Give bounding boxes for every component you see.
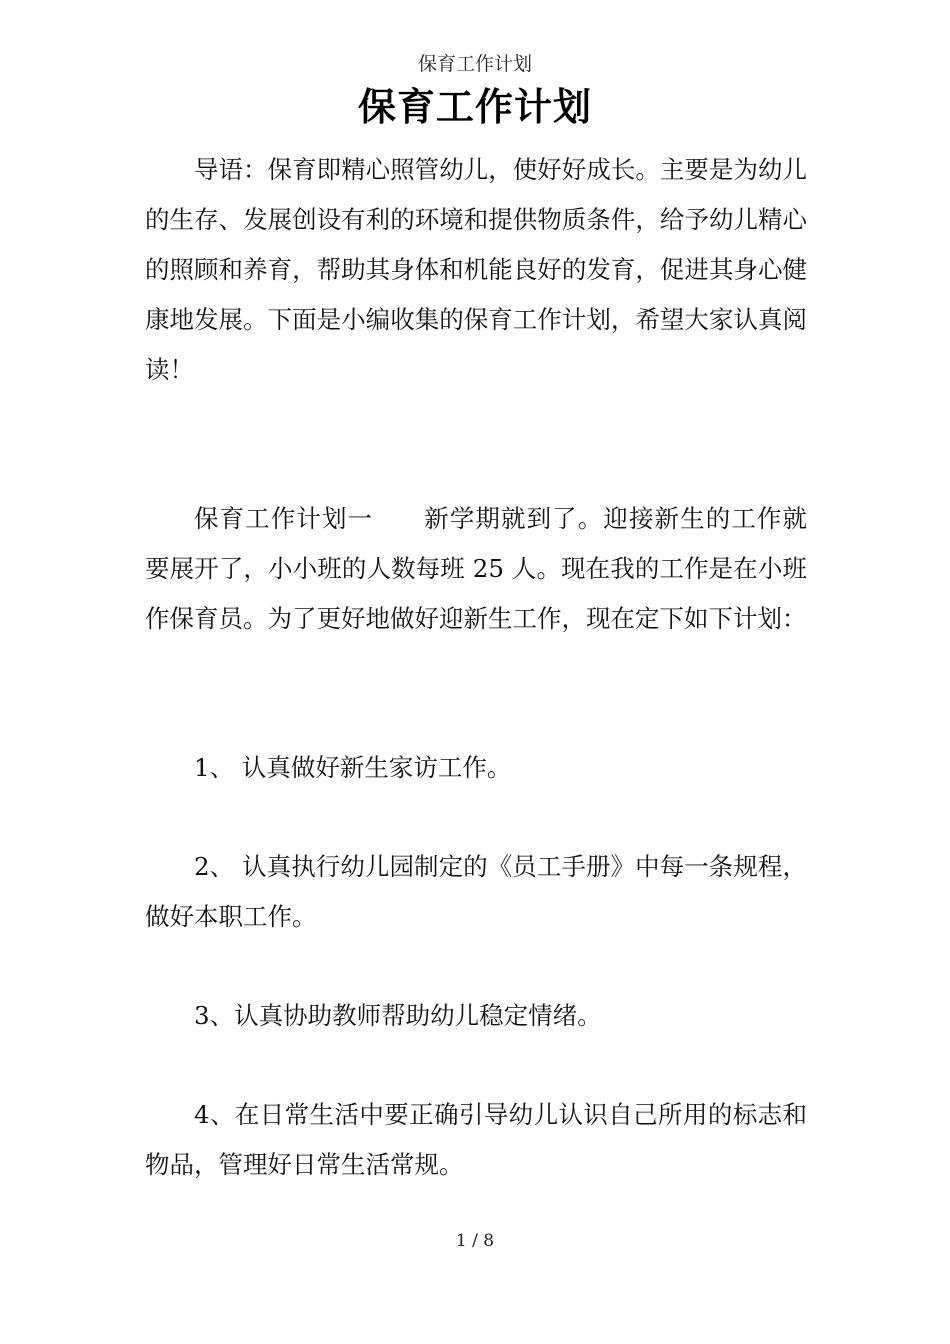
list-item-4: 4、在日常生活中要正确引导幼儿认识自己所用的标志和物品，管理好日常生活常规。 <box>145 1100 807 1179</box>
running-header: 保育工作计划 <box>417 53 532 75</box>
document-title: 保育工作计划 <box>357 84 592 129</box>
list-item-2: 2、 认真执行幼儿园制定的《员工手册》中每一条规程，做好本职工作。 <box>145 852 807 931</box>
section1-heading: 保育工作计划一 <box>194 504 374 533</box>
section1-paragraph <box>145 494 807 644</box>
page-number: 1 / 8 <box>455 1231 495 1251</box>
intro-paragraph: 导语：保育即精心照管幼儿，使好好成长。主要是为幼儿的生存、发展创设有利的环境和提供物质条件，给予幼儿精心的照顾和养育，帮助其身体和机能良好的发育，促进其身心健康地发展。下面是小编收集的保育工作计划，希望大家认真阅读！ <box>145 155 807 384</box>
list-item-3: 3、认真协助教师帮助幼儿稳定情绪。 <box>194 1001 602 1030</box>
list-item-1: 1、 认真做好新生家访工作。 <box>194 753 512 782</box>
section1-text: 新学期就到了。迎接新生的工作就要展开了，小小班的人数每班 25 人。现在我的工作是在小班作保育员。为了更好地做好迎新生工作，现在定下如下计划： <box>145 504 808 633</box>
